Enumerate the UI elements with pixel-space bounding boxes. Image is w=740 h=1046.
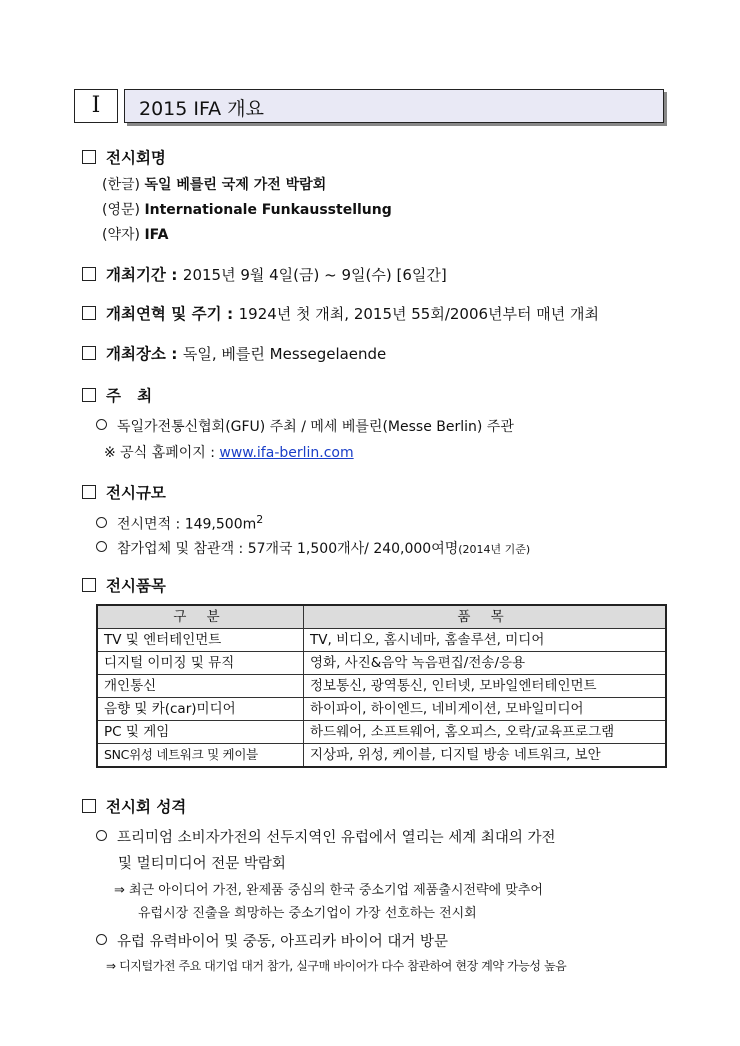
homepage-row: ※ 공식 홈페이지 : www.ifa-berlin.com — [104, 445, 354, 461]
page-title: 2015 IFA 개요 — [139, 98, 264, 120]
checkbox-square-icon — [82, 267, 96, 281]
checkbox-square-icon — [82, 346, 96, 360]
scale-heading: 전시규모 — [82, 481, 166, 503]
table-row — [97, 698, 666, 721]
products-cell: 하드웨어, 소프트웨어, 홈오피스, 오락/교육프로그램 — [304, 721, 667, 744]
table-header-row — [97, 605, 666, 629]
category-cell: PC 및 게임 — [97, 721, 304, 744]
table-row — [97, 652, 666, 675]
venue-row: 개최장소 : 독일, 베를린 Messegelaende — [82, 342, 386, 364]
circle-bullet-icon — [96, 517, 107, 528]
exhibition-name-heading: 전시회명 — [82, 146, 166, 168]
category-cell: SNC위성 네트워크 및 케이블 — [97, 744, 304, 768]
character-bullet-1: 프리미엄 소비자가전의 선두지역인 유럽에서 열리는 세계 최대의 가전 — [96, 826, 555, 847]
checkbox-square-icon — [82, 150, 96, 164]
items-heading: 전시품목 — [82, 574, 166, 596]
products-cell: 정보통신, 광역통신, 인터넷, 모바일엔터테인먼트 — [304, 675, 667, 698]
period-value: 2015년 9월 4일(금) ~ 9일(수) [6일간] — [182, 266, 447, 284]
venue-value: 독일, 베를린 Messegelaende — [182, 345, 387, 363]
table-row — [97, 744, 666, 768]
products-cell: 영화, 사진&음악 녹음편집/전송/응용 — [304, 652, 667, 675]
character-heading: 전시회 성격 — [82, 795, 186, 817]
category-cell: 음향 및 카(car)미디어 — [97, 698, 304, 721]
history-value: 1924년 첫 개최, 2015년 55회/2006년부터 매년 개최 — [238, 305, 600, 323]
circle-bullet-icon — [96, 934, 107, 945]
checkbox-square-icon — [82, 799, 96, 813]
character-bullet-2: 유럽 유력바이어 및 중동, 아프리카 바이어 대거 방문 — [96, 930, 448, 951]
checkbox-square-icon — [82, 578, 96, 592]
english-name-value: Internationale Funkausstellung — [144, 202, 392, 218]
column-header-category: 구 분 — [97, 605, 304, 629]
table-row — [97, 675, 666, 698]
abbr-name-row: (약자) IFA — [102, 227, 169, 243]
korean-name-value: 독일 베를린 국제 가전 박람회 — [144, 177, 327, 193]
circle-bullet-icon — [96, 419, 107, 430]
checkbox-square-icon — [82, 485, 96, 499]
table-row — [97, 721, 666, 744]
homepage-link[interactable]: www.ifa-berlin.com — [219, 445, 354, 461]
checkbox-square-icon — [82, 388, 96, 402]
circle-bullet-icon — [96, 541, 107, 552]
products-cell: 하이파이, 하이엔드, 네비게이션, 모바일미디어 — [304, 698, 667, 721]
products-cell: TV, 비디오, 홈시네마, 홈솔루션, 미디어 — [304, 629, 667, 652]
category-cell: 디지털 이미징 및 뮤직 — [97, 652, 304, 675]
category-cell: 개인통신 — [97, 675, 304, 698]
section-number-box: Ⅰ — [74, 89, 118, 123]
products-cell: 지상파, 위성, 케이블, 디지털 방송 네트워크, 보안 — [304, 744, 667, 768]
korean-name-row: (한글) 독일 베를린 국제 가전 박람회 — [102, 177, 327, 193]
character-bullet-1-line-2: 및 멀티미디어 전문 박람회 — [118, 856, 286, 872]
column-header-products: 품 목 — [304, 605, 667, 629]
character-sub-2: ⇒ 디지털가전 주요 대기업 대거 참가, 실구매 바이어가 다수 참관하여 현장 계약 가능성 높음 — [106, 959, 567, 973]
items-table — [96, 604, 667, 768]
section-title-box — [124, 89, 664, 123]
organizer-bullet: 독일가전통신협회(GFU) 주최 / 메세 베를린(Messe Berlin) 주관 — [96, 416, 514, 436]
english-name-row: (영문) Internationale Funkausstellung — [102, 202, 392, 218]
category-cell: TV 및 엔터테인먼트 — [97, 629, 304, 652]
character-sub-1: ⇒ 최근 아이디어 가전, 완제품 중심의 한국 중소기업 제품출시전략에 맞추어 — [114, 883, 543, 898]
abbr-name-value: IFA — [144, 227, 169, 243]
history-row: 개최연혁 및 주기 : 1924년 첫 개최, 2015년 55회/2006년부터 매년 개최 — [82, 302, 599, 324]
checkbox-square-icon — [82, 306, 96, 320]
period-row: 개최기간 : 2015년 9월 4일(금) ~ 9일(수) [6일간] — [82, 263, 447, 285]
organizer-heading: 주 최 — [82, 384, 152, 406]
area-row: 전시면적 : $149,500m^2$ — [96, 513, 263, 534]
character-sub-1-line-2: 유럽시장 진출을 희망하는 중소기업이 가장 선호하는 전시회 — [138, 906, 477, 921]
table-row — [97, 629, 666, 652]
circle-bullet-icon — [96, 830, 107, 841]
participants-row: 참가업체 및 참관객 : 57개국 1,500개사/ 240,000여명(2014년 기준) — [96, 538, 530, 558]
